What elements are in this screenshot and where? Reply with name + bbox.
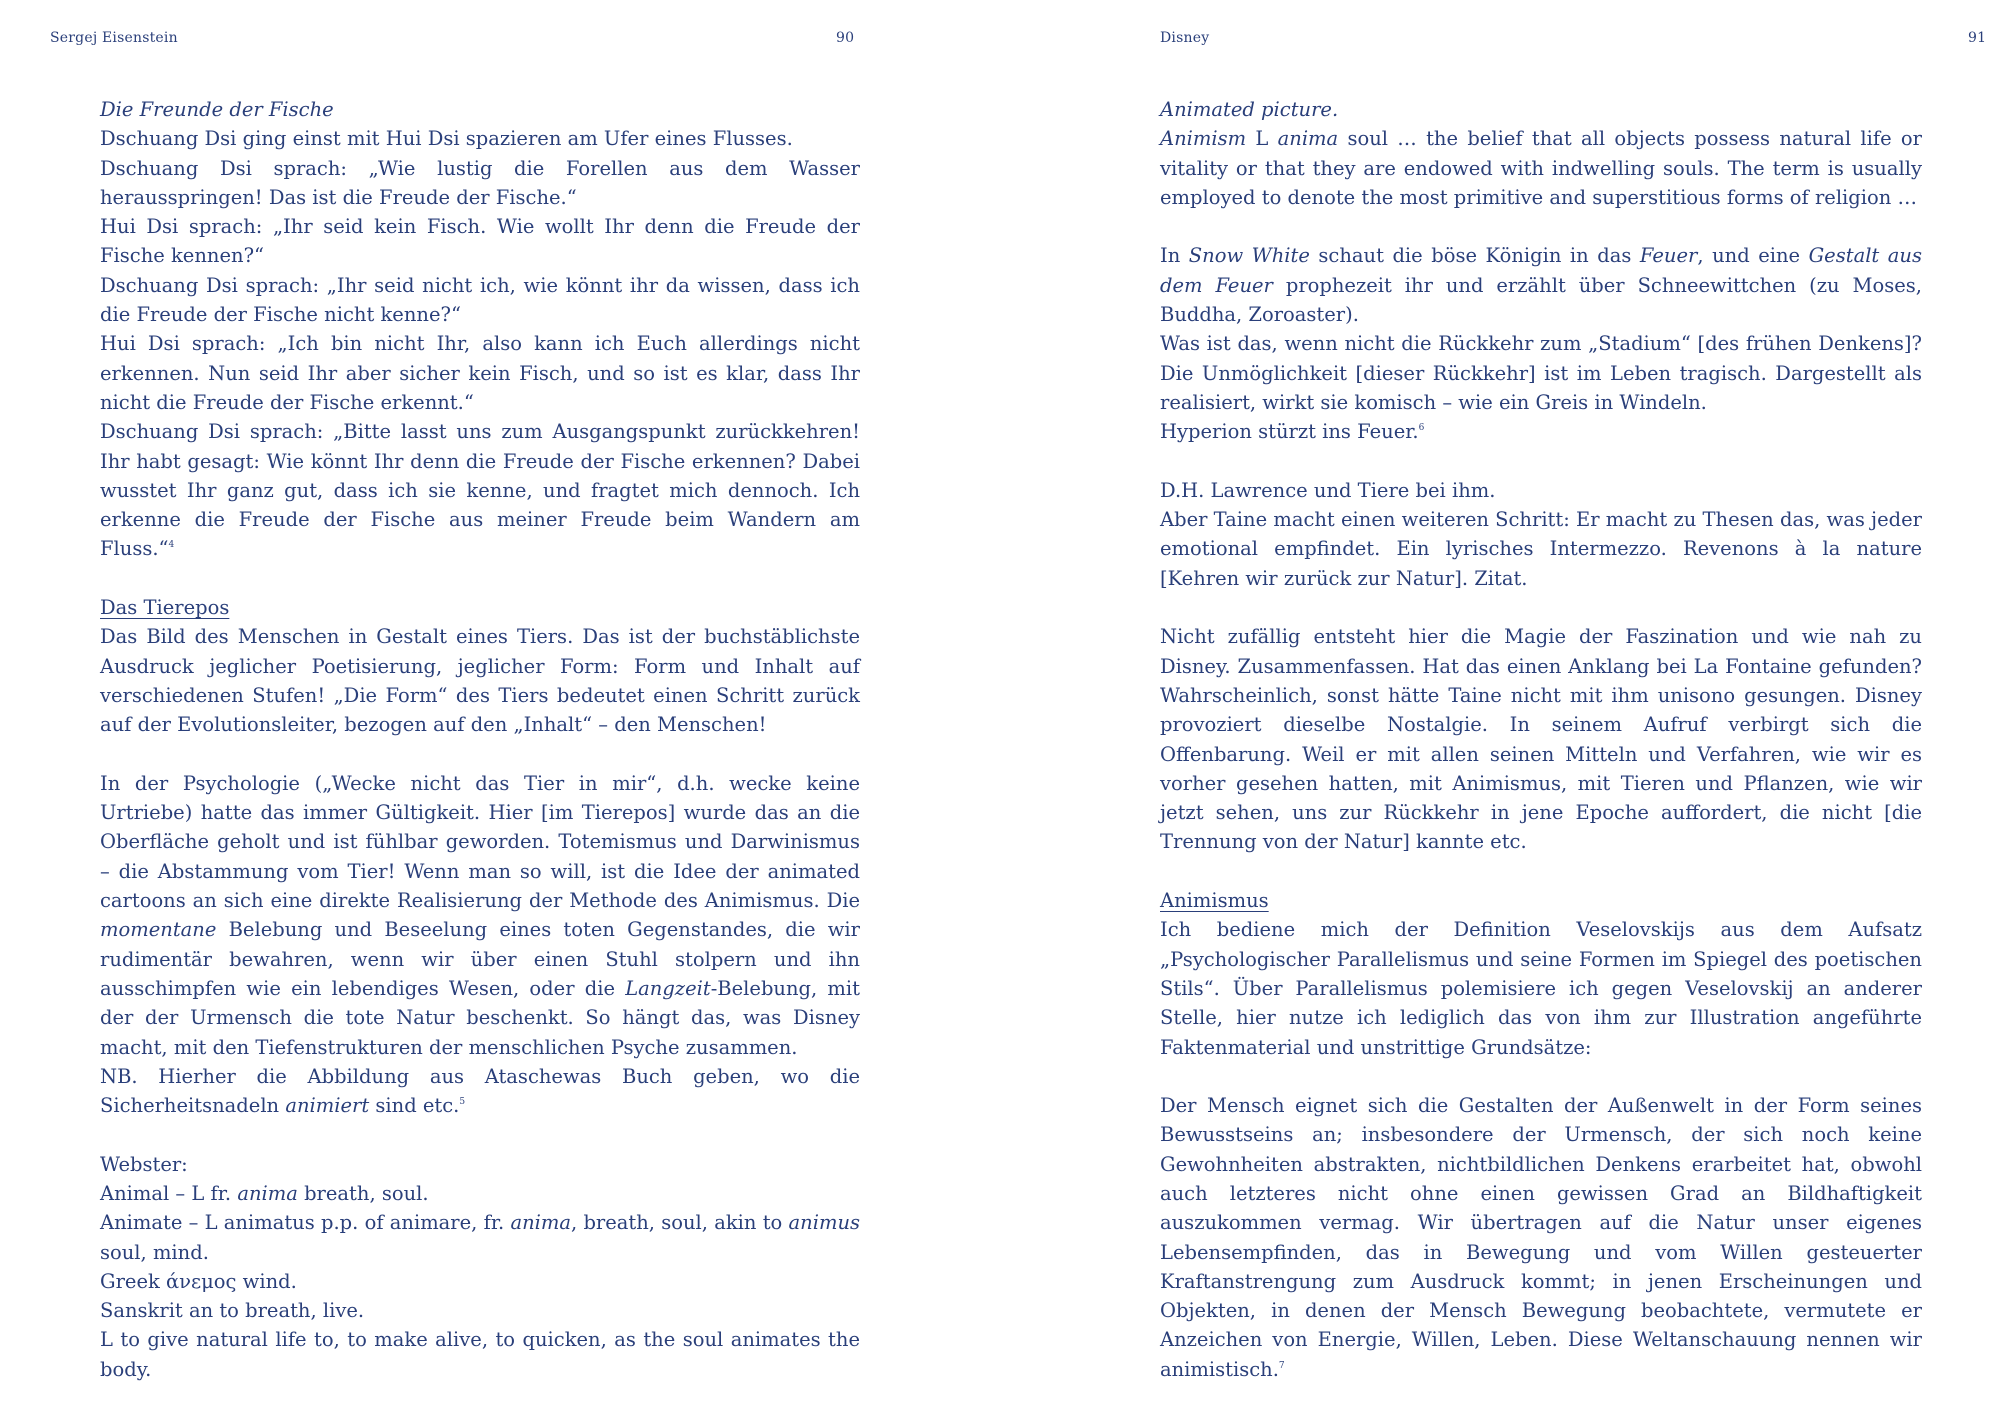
page-number-left: 90: [836, 30, 855, 46]
animism-definition: Animism L anima soul … the belief that all objects possess natural life or vitality or that they are endowed with indwelling souls. The term is usually employed to denote the most primitive and superstitious forms of religion …: [1160, 127, 1922, 209]
fable-line: Dschuang Dsi sprach: „Wie lustig die Forellen aus dem Wasser herausspringen! Das ist die Freude der Fische.“: [100, 156, 860, 209]
animismus-text: Ich bediene mich der Definition Veselovskijs aus dem Aufsatz „Psychologischer Parallelismus und seine Formen im Spiegel des poetischen Stils“. Über Parallelismus polemisiere ich gegen Veselovskij an anderer Stelle, hier nutze ich lediglich das von ihm zur Illustration angeführte Faktenmaterial und unstrittige Grundsätze:: [1160, 918, 1922, 1059]
webster-animal: Animal – L fr. anima breath, soul.: [100, 1181, 429, 1205]
footnote-ref: 4: [168, 540, 175, 551]
fable-line: Hui Dsi sprach: „Ich bin nicht Ihr, also kann ich Euch allerdings nicht erkennen. Nun seid Ihr aber sicher kein Fisch, und so ist es klar, dass Ihr nicht die Freude der Fische erkennt.“: [100, 332, 860, 414]
running-head-author: Sergej Eisenstein: [50, 30, 178, 46]
fable-line: Dschuang Dsi sprach: „Ihr seid nicht ich, wie könnt ihr da wissen, dass ich die Freude der Fische nicht kenne?“: [100, 273, 860, 327]
fable-block: [100, 95, 860, 564]
webster-animate: Animate – L animatus p.p. of animare, fr. anima, breath, soul, akin to animus soul, mind.: [100, 1211, 861, 1264]
footnote-ref: 5: [459, 1097, 466, 1107]
section-heading-animismus: Animismus: [1160, 889, 1269, 913]
fable-line: Dschuang Dsi ging einst mit Hui Dsi spazieren am Ufer eines Flusses.: [100, 127, 793, 151]
animated-picture: Animated picture.: [1160, 98, 1339, 121]
webster-greek: Greek άνεμος wind.: [100, 1269, 297, 1293]
tierepos-section: [100, 593, 860, 739]
webster-block: [100, 1150, 860, 1384]
fable-title: Die Freunde der Fische: [100, 98, 334, 121]
webster-label: Webster:: [100, 1152, 188, 1176]
footnote-ref: 7: [1278, 1360, 1285, 1371]
section-heading-tierepos: Das Tierepos: [100, 596, 230, 620]
running-head-title: Disney: [1160, 30, 1210, 46]
right-page: [1000, 0, 2000, 1412]
lawrence-paragraph: D.H. Lawrence und Tiere bei ihm. Aber Taine macht einen weiteren Schritt: Er macht zu Thesen das, was jeder emotional empfindet. Ein lyrisches Intermezzo. Revenons à la nature [Kehren wir zurück zur Natur]. Zitat.: [1160, 478, 1922, 590]
snow-white-paragraph: In Snow White schaut die böse Königin in das Feuer, und eine Gestalt aus dem Feuer prophezeit ihr und erzählt über Schneewittchen (zu Moses, Buddha, Zoroaster). Was ist das, wenn nicht die Rückkehr zum „Stadium“ [des frühen Denkens]? Die Unmöglichkeit [dieser Rückkehr] ist im Leben tragisch. Dargestellt als realisiert, wirkt sie komisch – wie ein Greis in Windeln. Hyperion stürzt ins Feuer.$^6$: [1160, 244, 1923, 444]
left-page-body: [100, 95, 860, 1384]
definition-block: [1160, 95, 1922, 212]
webster-sanskrit: Sanskrit an to breath, live.: [100, 1299, 365, 1323]
footnote-ref: 6: [1418, 423, 1425, 434]
webster-latin: L to give natural life to, to make alive, to quicken, as the soul animates the body.: [100, 1328, 860, 1381]
page-number-right: 91: [1968, 30, 1987, 46]
right-page-body: [1160, 95, 1922, 1384]
fable-line: Dschuang Dsi sprach: „Bitte lasst uns zum Ausgangspunkt zurückkehren! Ihr habt gesagt: Wie könnt Ihr denn die Freude der Fische erkennen? Dabei wusstet Ihr ganz gut, dass ich sie kenne, und fragtet mich dennoch. Ich erkenne die Freude der Fische aus meiner Freude beim Wandern am Fluss.“$^4$: [100, 420, 860, 561]
psychology-paragraph: In der Psychologie („Wecke nicht das Tier in mir“, d.h. wecke keine Urtriebe) hatte das immer Gültigkeit. Hier [im Tierepos] wurde das an die Oberfläche geholt und ist fühlbar geworden. Totemismus und Darwinismus – die Abstammung vom Tier! Wenn man so will, ist die Idee der animated cartoons an sich eine direkte Realisierung der Methode des Animismus. Die momentane Belebung und Beseelung eines toten Gegenstandes, die wir rudimentär bewahren, wenn wir über einen Stuhl stolpern und ihn ausschimpfen wie ein lebendiges Wesen, oder die Langzeit-Belebung, mit der der Urmensch die tote Natur beschenkt. So hängt das, was Disney macht, mit den Tiefenstrukturen der menschlichen Psyche zusammen. NB. Hierher die Abbildung aus Ataschewas Buch geben, wo die Sicherheitsnadeln animiert sind etc.$^5$: [100, 769, 860, 1121]
fable-line: Hui Dsi sprach: „Ihr seid kein Fisch. Wie wollt Ihr denn die Freude der Fische kennen?“: [100, 215, 860, 268]
animismus-section: [1160, 886, 1922, 1062]
tierepos-text: Das Bild des Menschen in Gestalt eines Tiers. Das ist der buchstäblichste Ausdruck jeglicher Poetisierung, jeglicher Form: Form und Inhalt auf verschiedenen Stufen! „Die Form“ des Tiers bedeutet einen Schritt zurück auf der Evolutionsleiter, bezogen auf den „Inhalt“ – den Menschen!: [100, 625, 860, 737]
magic-paragraph: Nicht zufällig entsteht hier die Magie der Faszination und wie nah zu Disney. Zusammenfassen. Hat das einen Anklang bei La Fontaine gefunden? Wahrscheinlich, sonst hätte Taine nicht mit ihm unisono gesungen. Disney provoziert dieselbe Nostalgie. In seinem Aufruf verbirgt sich die Offenbarung. Weil er mit allen seinen Mitteln und Verfahren, wie wir es vorher gesehen hatten, mit Animismus, mit Tieren und Pflanzen, wie wir jetzt sehen, uns zur Rückkehr in jene Epoche auffordert, die nicht [die Trennung von der Natur] kannte etc.: [1160, 625, 1922, 854]
nb-note: NB. Hierher die Abbildung aus Ataschewas Buch geben, wo die Sicherheitsnadeln animiert sind etc.$^5$: [100, 1064, 860, 1118]
block-quote: Der Mensch eignet sich die Gestalten der Außenwelt in der Form seines Bewusstseins an; insbesondere der Urmensch, der sich noch keine Gewohnheiten abstrakten, nichtbildlichen Denkens erarbeitet hat, obwohl auch letzteres nicht ohne einen gewissen Grad an Bildhaftigkeit auszukommen vermag. Wir übertragen auf die Natur unser eigenes Lebensempfinden, das in Bewegung und vom Willen gesteuerter Kraftanstrengung zum Ausdruck kommt; in jenen Erscheinungen und Objekten, in denen der Mensch Bewegung beobachtete, vermutete er Anzeichen von Energie, Willen, Leben. Diese Weltanschauung nennen wir animistisch.$^7$: [1160, 1094, 1922, 1381]
